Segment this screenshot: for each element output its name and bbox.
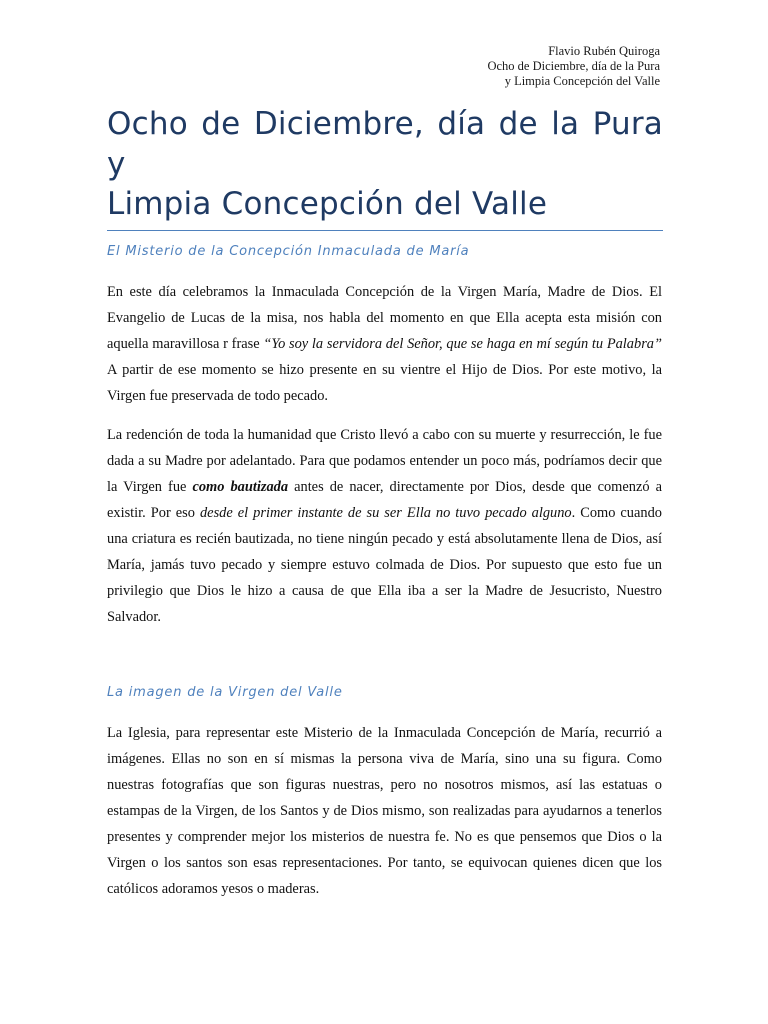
header-title-line-2: y Limpia Concepción del Valle [504,74,660,88]
document-title [107,104,663,231]
header-title-line-1: Ocho de Diciembre, día de la Pura [487,59,660,73]
paragraph-1 [107,279,662,409]
paragraph-2-italic: desde el primer instante de su ser Ella no tuvo pecado alguno [199,505,572,521]
page-header [487,44,660,89]
section-heading-imagen: La imagen de la Virgen del Valle [107,685,343,700]
paragraph-2-text-b: antes de nacer, directamente por Dios, desde que comenzó a existir. Por eso [107,479,662,521]
paragraph-1-text-a: En este día celebramos la Inmaculada Concepción de la Virgen María, Madre de Dios. El Evangelio de Lucas de la misa, nos habla del momento en que Ella acepta esta misión con aquella maravillosa r frase [107,284,662,352]
paragraph-2-text-a: La redención de toda la humanidad que Cristo llevó a cabo con su muerte y resurrección, le fue dada a su Madre por adelantado. Para que podamos entender un poco más, podríamos decir que la Virgen fue [107,427,662,495]
paragraph-2-emphasis: como bautizada [192,479,289,495]
document-title-line-2: Limpia Concepción del Valle [107,186,548,222]
paragraph-2 [107,422,662,630]
paragraph-2-text-c: . Como cuando una criatura es recién bautizada, no tiene ningún pecado y está absolutamente llena de Dios, así María, jamás tuvo pecado y siempre estuvo colmada de Dios. Por supuesto que esto fue un privilegio que Dios le hizo a causa de que Ella iba a ser la Madre de Jesucristo, Nuestro Salvador. [107,505,662,625]
paragraph-1-quote: “Yo soy la servidora del Señor, que se haga en mí según tu Palabra” [263,336,662,352]
section-heading-misterio: El Misterio de la Concepción Inmaculada de María [107,244,470,259]
document-title-line-1: Ocho de Diciembre, día de la Pura y [107,106,663,182]
paragraph-3: La Iglesia, para representar este Misterio de la Inmaculada Concepción de María, recurrió a imágenes. Ellas no son en sí mismas la persona viva de María, sino una su figura. Como nuestras fotografías que son figuras nuestras, pero no nosotros mismos, así las estatuas o estampas de la Virgen, de los Santos y de Dios mismo, son realizadas para ayudarnos a tenerlos presentes y comprender mejor los misterios de nuestra fe. No es que pensemos que Dios o la Virgen o los santos son esas representaciones. Por tanto, se equivocan quienes dicen que los católicos adoramos yesos o maderas. [107,725,662,897]
paragraph-1-text-b: A partir de ese momento se hizo presente en su vientre el Hijo de Dios. Por este motivo, la Virgen fue preservada de todo pecado. [107,362,662,404]
header-author: Flavio Rubén Quiroga [548,44,660,58]
